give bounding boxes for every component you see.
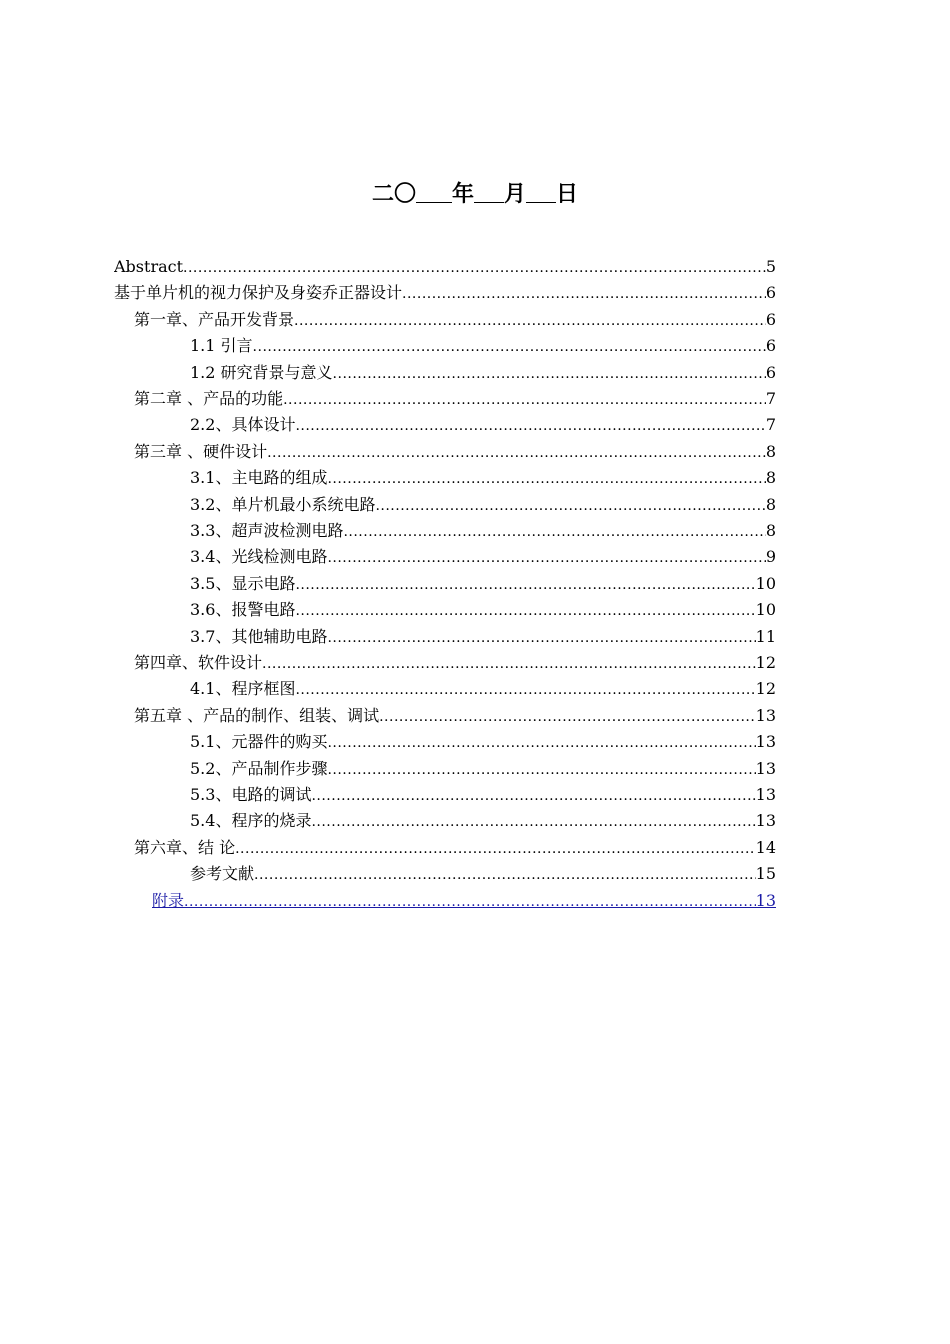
toc-entry-title: 第六章、结 论 bbox=[134, 837, 236, 857]
toc-entry-title: 3.2、单片机最小系统电路 bbox=[190, 494, 376, 514]
year-label: 年 bbox=[451, 182, 474, 207]
toc-entry[interactable] bbox=[190, 465, 776, 491]
toc-entry[interactable] bbox=[152, 888, 776, 914]
toc-entry-title: 第二章 、产品的功能 bbox=[134, 389, 284, 408]
toc-entry-title: 2.2、具体设计 bbox=[190, 415, 296, 435]
day-blank bbox=[526, 182, 556, 203]
toc-entry-title: 5.1、元器件的购买 bbox=[190, 732, 328, 752]
toc-entry[interactable] bbox=[190, 333, 776, 359]
toc-page-number: 13 bbox=[755, 785, 776, 804]
toc-page-number: 7 bbox=[765, 389, 776, 408]
month-label: 月 bbox=[504, 182, 527, 207]
toc-entry[interactable] bbox=[134, 439, 776, 465]
toc-dot-leader bbox=[327, 757, 755, 782]
toc-page-number: 12 bbox=[755, 653, 776, 672]
toc-dot-leader bbox=[311, 783, 755, 808]
toc-entry[interactable] bbox=[190, 518, 776, 544]
year-blank bbox=[416, 182, 452, 203]
day-label: 日 bbox=[556, 182, 579, 207]
toc-page-number: 13 bbox=[755, 732, 776, 752]
toc-page-number: 10 bbox=[755, 573, 776, 593]
toc-dot-leader bbox=[295, 572, 755, 597]
toc-dot-leader bbox=[402, 281, 766, 306]
toc-dot-leader bbox=[379, 704, 756, 729]
toc-dot-leader bbox=[327, 730, 755, 755]
toc-page-number: 13 bbox=[755, 758, 776, 778]
toc-page-number: 10 bbox=[755, 600, 776, 620]
toc-entry[interactable] bbox=[114, 280, 776, 306]
toc-dot-leader bbox=[262, 651, 756, 676]
toc-dot-leader bbox=[295, 677, 755, 702]
toc-page-number: 9 bbox=[765, 547, 776, 567]
toc-dot-leader bbox=[183, 255, 766, 280]
toc-entry[interactable] bbox=[190, 412, 776, 438]
toc-entry-title: 1.2 研究背景与意义 bbox=[190, 362, 333, 382]
toc-entry-title: 第四章、软件设计 bbox=[134, 653, 263, 672]
toc-entry[interactable] bbox=[190, 808, 776, 834]
toc-dot-leader bbox=[375, 493, 765, 518]
toc-page-number: 13 bbox=[755, 890, 776, 910]
toc-entry[interactable] bbox=[190, 676, 776, 702]
toc-entry-title: 5.2、产品制作步骤 bbox=[190, 758, 328, 778]
toc-entry-title: 3.1、主电路的组成 bbox=[190, 468, 328, 488]
toc-entry-title: 第三章 、硬件设计 bbox=[134, 441, 268, 461]
toc-page-number: 11 bbox=[755, 626, 776, 646]
toc-entry[interactable] bbox=[190, 360, 776, 386]
toc-entry-title: 3.6、报警电路 bbox=[190, 600, 296, 620]
toc-entry[interactable] bbox=[190, 624, 776, 650]
toc-entry[interactable] bbox=[190, 756, 776, 782]
toc-entry-title: 1.1 引言 bbox=[190, 336, 253, 356]
toc-page-number: 6 bbox=[765, 336, 776, 356]
toc-dot-leader bbox=[295, 598, 755, 623]
month-blank bbox=[474, 182, 504, 203]
toc-entry-title: 3.4、光线检测电路 bbox=[190, 547, 328, 567]
toc-entry-title: 5.4、程序的烧录 bbox=[190, 811, 312, 831]
toc-entry-title: 3.5、显示电路 bbox=[190, 573, 296, 593]
toc-entry-title: 第五章 、产品的制作、组装、调试 bbox=[134, 705, 380, 725]
toc-entry[interactable] bbox=[190, 729, 776, 755]
toc-entry[interactable] bbox=[134, 835, 776, 861]
toc-dot-leader bbox=[184, 889, 756, 914]
toc-entry[interactable] bbox=[134, 703, 776, 729]
toc-page-number: 5 bbox=[765, 257, 776, 276]
toc-entry-title: 附录 bbox=[152, 890, 185, 910]
date-prefix: 二〇 bbox=[371, 182, 416, 207]
toc-page-number: 15 bbox=[755, 864, 776, 884]
toc-dot-leader bbox=[333, 361, 766, 386]
toc-entry[interactable] bbox=[190, 492, 776, 518]
toc-dot-leader bbox=[253, 334, 766, 359]
toc-page-number: 6 bbox=[765, 362, 776, 382]
toc-entry-title: 基于单片机的视力保护及身姿乔正器设计 bbox=[114, 283, 403, 303]
toc-dot-leader bbox=[327, 625, 755, 650]
toc-entry[interactable] bbox=[190, 782, 776, 808]
toc-dot-leader bbox=[283, 387, 766, 412]
toc-entry[interactable] bbox=[190, 861, 776, 887]
toc-page-number: 14 bbox=[755, 837, 776, 857]
toc-entry[interactable] bbox=[190, 571, 776, 597]
toc-dot-leader bbox=[327, 466, 765, 491]
toc-entry-title: 参考文献 bbox=[190, 864, 255, 884]
toc-dot-leader bbox=[311, 809, 755, 834]
toc-page-number: 13 bbox=[755, 705, 776, 725]
toc-page-number: 13 bbox=[755, 811, 776, 831]
toc-page-number: 8 bbox=[765, 521, 776, 540]
toc-entry[interactable] bbox=[190, 597, 776, 623]
toc-dot-leader bbox=[235, 836, 756, 861]
toc-entry[interactable] bbox=[190, 544, 776, 570]
toc-entry-title: 第一章、产品开发背景 bbox=[134, 309, 295, 329]
toc-page-number: 8 bbox=[765, 494, 776, 514]
toc-page-number: 8 bbox=[765, 441, 776, 461]
toc-entry-title: 4.1、程序框图 bbox=[190, 679, 296, 699]
toc-page-number: 12 bbox=[755, 679, 776, 699]
toc-dot-leader bbox=[343, 519, 765, 544]
toc-entry-title: 3.3、超声波检测电路 bbox=[190, 521, 344, 540]
toc-page-number: 7 bbox=[765, 415, 776, 435]
toc-entry[interactable] bbox=[134, 386, 776, 412]
toc-dot-leader bbox=[267, 440, 766, 465]
date-line bbox=[0, 180, 950, 210]
toc-entry[interactable] bbox=[134, 650, 776, 676]
toc-dot-leader bbox=[327, 545, 765, 570]
toc-entry[interactable] bbox=[134, 307, 776, 333]
toc-entry-title: Abstract bbox=[114, 257, 184, 276]
toc-entry-title: 3.7、其他辅助电路 bbox=[190, 626, 328, 646]
toc-page-number: 8 bbox=[765, 468, 776, 488]
toc-dot-leader bbox=[254, 862, 756, 887]
toc-page-number: 6 bbox=[765, 283, 776, 303]
toc-entry-title: 5.3、电路的调试 bbox=[190, 785, 312, 804]
toc-dot-leader bbox=[295, 413, 765, 438]
toc-entry[interactable] bbox=[114, 254, 776, 280]
toc-page-number: 6 bbox=[765, 309, 776, 329]
toc-dot-leader bbox=[294, 308, 766, 333]
